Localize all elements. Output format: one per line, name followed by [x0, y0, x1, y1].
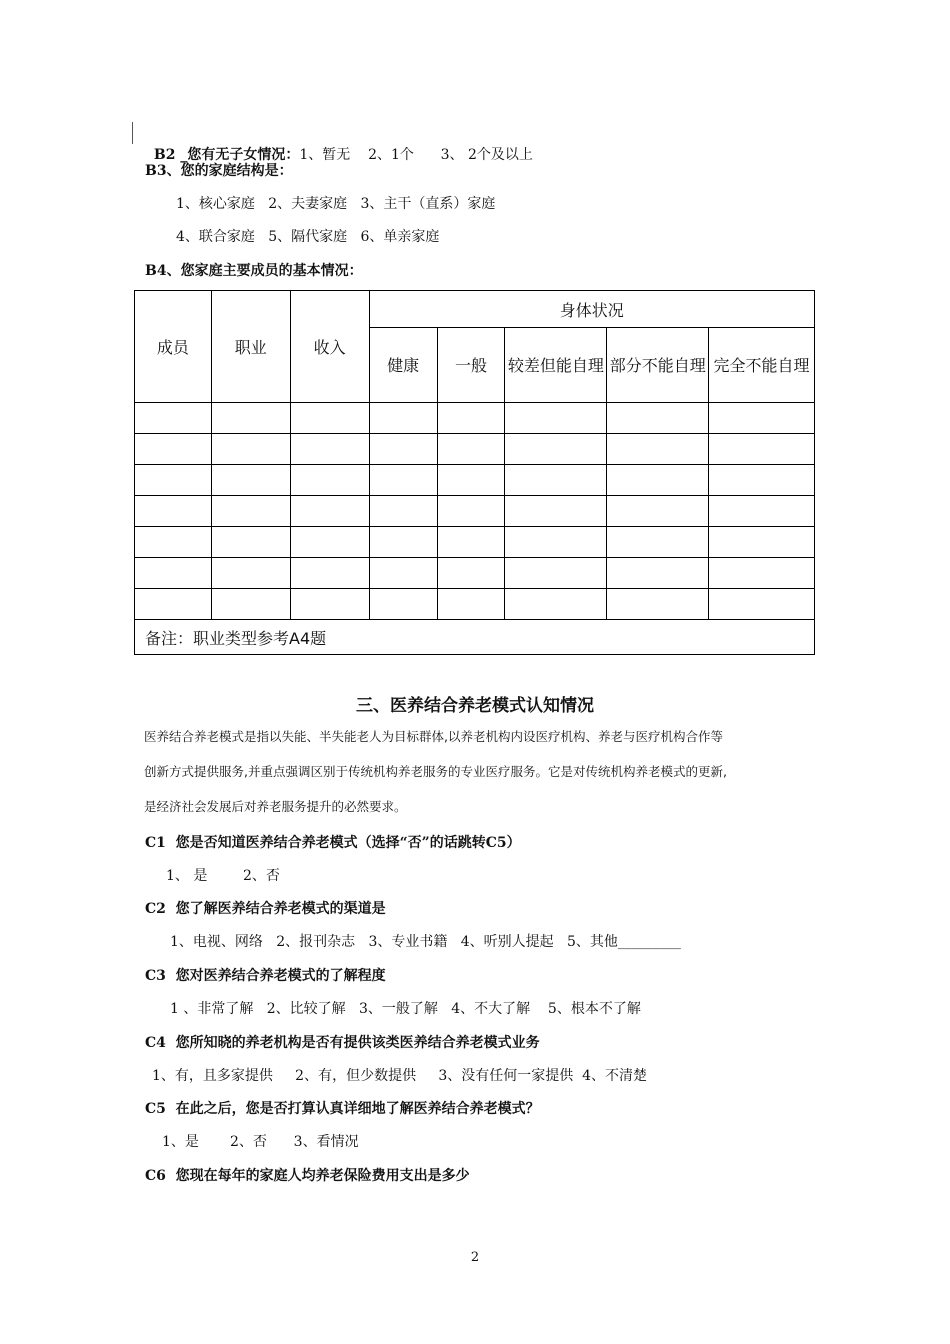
header-health-average: 一般	[437, 328, 505, 403]
page-number: 2	[470, 1250, 480, 1265]
header-health-partial: 部分不能自理	[607, 328, 709, 403]
question-b3-label: B3、您的家庭结构是：	[145, 163, 293, 179]
header-health-healthy: 健康	[369, 328, 437, 403]
question-c4-options: 1、有，且多家提供 2、有，但少数提供 3、没有任何一家提供 4、不清楚	[152, 1068, 648, 1084]
question-c6-label: C6 您现在每年的家庭人均养老保险费用支出是多少	[145, 1168, 470, 1184]
header-occupation: 职业	[211, 291, 290, 403]
question-c1-options: 1、 是 2、否	[166, 868, 280, 884]
question-b4-label: B4、您家庭主要成员的基本情况：	[145, 263, 363, 279]
table-row	[135, 434, 815, 465]
question-b2	[145, 128, 533, 164]
header-member: 成员	[135, 291, 212, 403]
question-b2-label: B2 _您有无子女情况：	[153, 147, 300, 163]
section-intro-line-1: 医养结合养老模式是指以失能、半失能老人为目标群体,以养老机构内设医疗机构、养老与医疗机构合作等	[144, 729, 723, 744]
question-c5-label: C5 在此之后，您是否打算认真详细地了解医养结合养老模式？	[145, 1101, 540, 1117]
text-cursor	[132, 122, 133, 144]
table-row	[135, 527, 815, 558]
table-row	[135, 496, 815, 527]
question-c3-options: 1 、非常了解 2、比较了解 3、一般了解 4、不大了解 5、根本不了解	[170, 1001, 641, 1017]
question-c2-label: C2 您了解医养结合养老模式的渠道是	[145, 901, 386, 917]
table-row	[135, 403, 815, 434]
table-row	[135, 465, 815, 496]
header-health-none: 完全不能自理	[709, 328, 815, 403]
header-health-group: 身体状况	[369, 291, 814, 328]
header-health-poor: 较差但能自理	[505, 328, 607, 403]
header-income: 收入	[290, 291, 369, 403]
question-b2-options: 1、暂无 2、1个 3、 2个及以上	[299, 147, 533, 163]
question-b3-options-row1: 1、核心家庭 2、夫妻家庭 3、主干（直系）家庭	[176, 196, 496, 212]
section-intro-line-3: 是经济社会发展后对养老服务提升的必然要求。	[144, 799, 407, 814]
question-c2-options: 1、电视、网络 2、报刊杂志 3、专业书籍 4、听别人提起 5、其他_________	[170, 934, 681, 950]
question-c4-label: C4 您所知晓的养老机构是否有提供该类医养结合养老模式业务	[145, 1035, 540, 1051]
table-note: 备注：职业类型参考A4题	[135, 620, 815, 655]
family-members-table	[134, 290, 815, 655]
question-b3-options-row2: 4、联合家庭 5、隔代家庭 6、单亲家庭	[176, 229, 440, 245]
table-row	[135, 589, 815, 620]
section-intro-line-2: 创新方式提供服务,并重点强调区别于传统机构养老服务的专业医疗服务。它是对传统机构养老模式的更新,	[144, 764, 727, 779]
section-title: 三、医养结合养老模式认知情况	[356, 696, 594, 716]
question-c5-options: 1、是 2、否 3、看情况	[162, 1134, 359, 1150]
question-c3-label: C3 您对医养结合养老模式的了解程度	[145, 968, 386, 984]
table-row	[135, 558, 815, 589]
question-c1-label: C1 您是否知道医养结合养老模式（选择“否”的话跳转C5）	[145, 835, 521, 851]
